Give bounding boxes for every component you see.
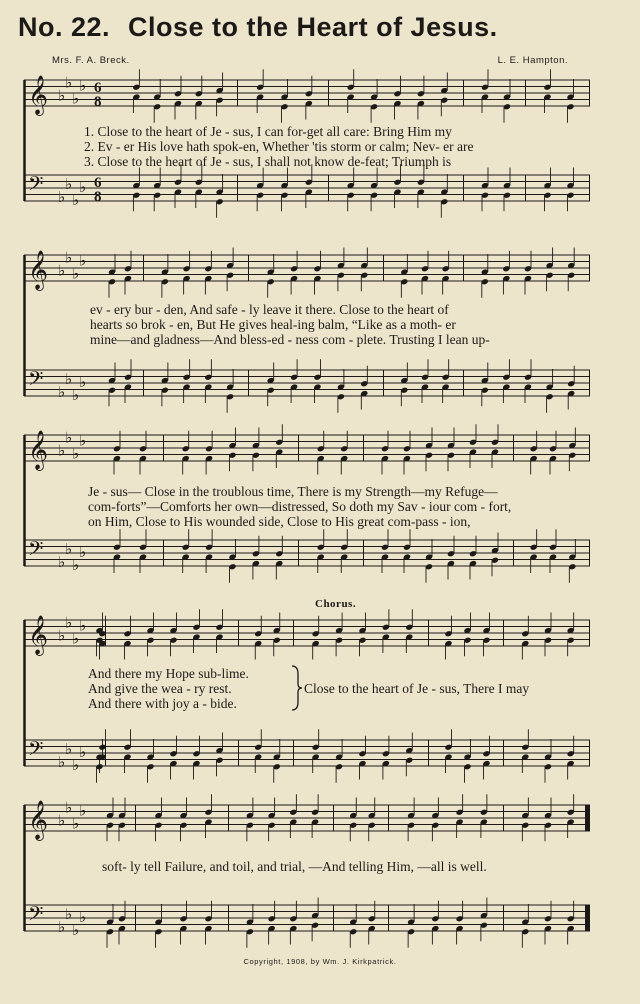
bass-clef-icon: 𝄢 xyxy=(28,367,44,395)
verse-2-line: And give the wea - ry rest. xyxy=(88,681,232,696)
chorus-lyrics-text: Close to the heart of Je - sus, There I may xyxy=(304,681,530,696)
flat-icon: ♭ xyxy=(72,921,80,939)
time-signature-bottom: 8 xyxy=(94,189,102,205)
flat-icon: ♭ xyxy=(65,73,73,92)
flat-icon: ♭ xyxy=(58,441,66,460)
verse-2-line: com-forts”—Comforts her own—distressed, So doth my Sav - iour com - fort, xyxy=(88,499,512,514)
chorus-lyrics-line-1 xyxy=(304,681,604,696)
flat-icon: ♭ xyxy=(72,756,80,774)
verse-brace xyxy=(290,664,304,712)
flat-icon: ♭ xyxy=(79,801,87,820)
treble-clef-icon: 𝄞 xyxy=(28,430,49,470)
flat-icon: ♭ xyxy=(79,616,87,635)
flat-icon: ♭ xyxy=(65,904,73,923)
bass-clef-icon: 𝄢 xyxy=(28,737,44,765)
verse-3-line: 3. Close to the heart of Je - sus, I shall not know de-feat; Triumph is xyxy=(84,154,452,169)
flat-icon: ♭ xyxy=(58,552,66,571)
flat-icon: ♭ xyxy=(72,264,80,283)
flat-icon: ♭ xyxy=(65,248,73,267)
flat-icon: ♭ xyxy=(65,539,73,558)
hymn-number: No. 22. xyxy=(18,12,111,42)
treble-clef-icon: 𝄞 xyxy=(28,800,49,840)
chorus-lyrics-line-2 xyxy=(102,859,640,874)
flat-icon: ♭ xyxy=(79,178,87,196)
flat-icon: ♭ xyxy=(79,743,87,761)
flat-icon: ♭ xyxy=(72,386,80,404)
composer-credit: L. E. Hampton. xyxy=(497,55,568,66)
treble-clef-icon: 𝄞 xyxy=(28,615,49,655)
verse-2-line: 2. Ev - er His love hath spok-en, Whether 'tis storm or calm; Nev- er are xyxy=(84,139,474,154)
verse-1-line: Je - sus— Close in the troublous time, There is my Strength—my Refuge— xyxy=(88,484,498,499)
lyrics-system-1 xyxy=(84,124,640,169)
copyright-notice: Copyright, 1908, by Wm. J. Kirkpatrick. xyxy=(243,957,397,966)
chorus-lyrics-text: soft- ly tell Failure, and toil, and trial, —And telling Him, —all is well. xyxy=(102,859,487,874)
flat-icon: ♭ xyxy=(79,251,87,270)
time-signature-bottom: 8 xyxy=(94,94,102,110)
time-signature-top: 6 xyxy=(94,175,102,191)
verse-1-line: And there my Hope sub-lime. xyxy=(88,666,249,681)
flat-icon: ♭ xyxy=(72,444,80,463)
flat-icon: ♭ xyxy=(79,431,87,450)
flat-icon: ♭ xyxy=(58,187,66,206)
time-signature-top: 6 xyxy=(94,80,102,96)
flat-icon: ♭ xyxy=(72,629,80,648)
treble-clef-icon: 𝄞 xyxy=(28,75,49,115)
verse-3-line: on Him, Close to His wounded side, Close to His great com-pass - ion, xyxy=(88,514,471,529)
flat-icon: ♭ xyxy=(72,814,80,833)
treble-clef-icon: 𝄞 xyxy=(28,250,49,290)
chorus-label: Chorus. xyxy=(315,598,357,610)
flat-icon: ♭ xyxy=(65,613,73,632)
flat-icon: ♭ xyxy=(79,373,87,391)
bass-clef-icon: 𝄢 xyxy=(28,172,44,200)
flat-icon: ♭ xyxy=(79,543,87,561)
flat-icon: ♭ xyxy=(58,811,66,830)
lyrics-system-3 xyxy=(88,484,640,529)
flat-icon: ♭ xyxy=(72,89,80,108)
flat-icon: ♭ xyxy=(58,86,66,105)
verse-2-line: hearts so brok - en, But He gives heal-ing balm, “Like as a moth- er xyxy=(90,317,456,332)
flat-icon: ♭ xyxy=(65,739,73,758)
flat-icon: ♭ xyxy=(65,369,73,388)
flat-icon: ♭ xyxy=(58,382,66,401)
flat-icon: ♭ xyxy=(72,556,80,574)
flat-icon: ♭ xyxy=(58,626,66,645)
verse-3-line: And there with joy a - bide. xyxy=(88,696,237,711)
flat-icon: ♭ xyxy=(65,798,73,817)
hymn-title-text: Close to the Heart of Jesus. xyxy=(128,12,498,42)
flat-icon: ♭ xyxy=(58,917,66,936)
hymn-title xyxy=(18,12,498,43)
flat-icon: ♭ xyxy=(79,908,87,926)
lyrics-system-2 xyxy=(90,302,640,347)
lyricist-credit: Mrs. F. A. Breck. xyxy=(52,55,130,66)
flat-icon: ♭ xyxy=(65,174,73,193)
flat-icon: ♭ xyxy=(72,191,80,209)
verse-1-line: ev - ery bur - den, And safe - ly leave it there. Close to the heart of xyxy=(90,302,449,317)
verse-1-line: 1. Close to the heart of Je - sus, I can for-get all care: Bring Him my xyxy=(84,124,452,139)
flat-icon: ♭ xyxy=(65,428,73,447)
verse-3-line: mine—and gladness—And bless-ed - ness com - plete. Trusting I lean up- xyxy=(90,332,490,347)
flat-icon: ♭ xyxy=(79,76,87,95)
flat-icon: ♭ xyxy=(58,261,66,280)
flat-icon: ♭ xyxy=(58,752,66,771)
staff-pair xyxy=(24,795,590,955)
bass-clef-icon: 𝄢 xyxy=(28,902,44,930)
bass-clef-icon: 𝄢 xyxy=(28,537,44,565)
